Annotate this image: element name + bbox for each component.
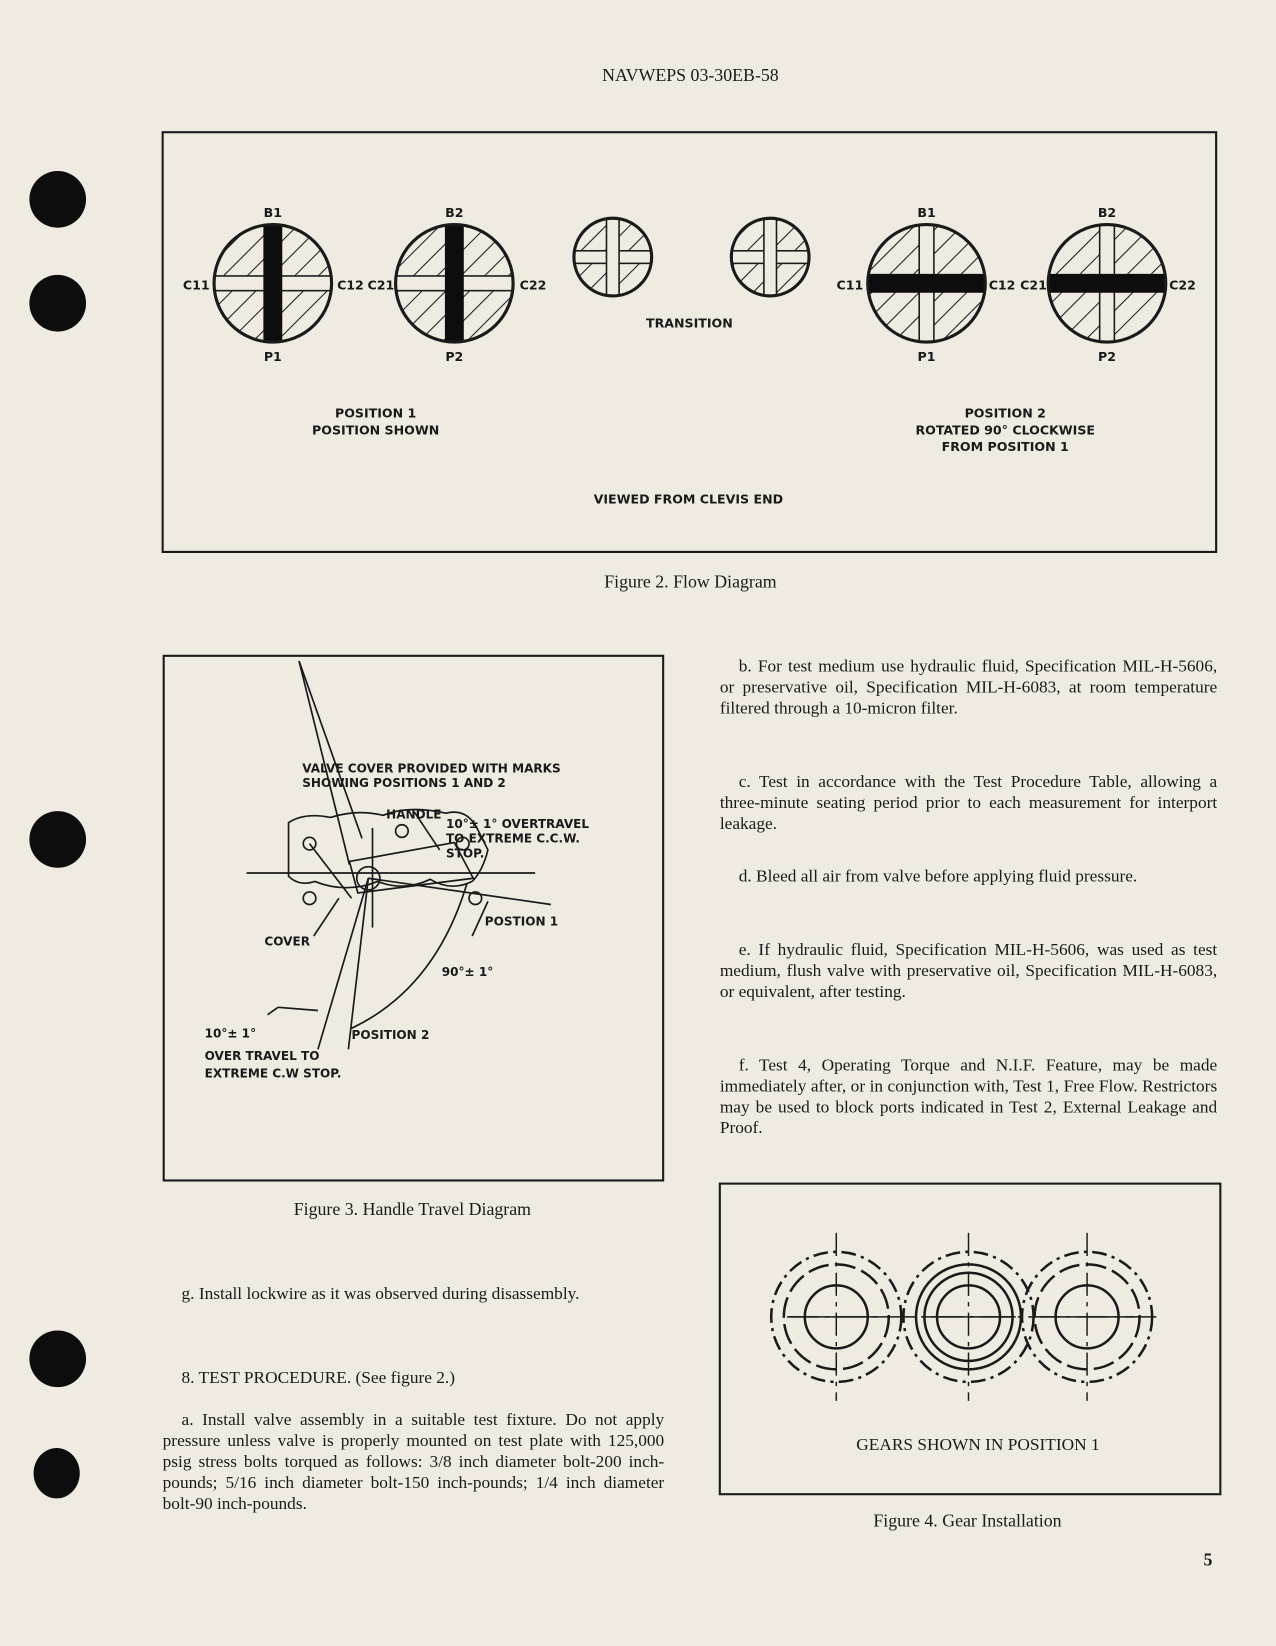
valve-cover-note: SHOWING POSITIONS 1 AND 2 bbox=[302, 775, 506, 790]
cover-label: COVER bbox=[264, 934, 311, 949]
angle-90-label: 90°± 1° bbox=[441, 964, 494, 979]
position-1-label: POSITION 1 bbox=[335, 405, 417, 421]
position-2-note: ROTATED 90° CLOCKWISE bbox=[915, 422, 1096, 438]
figure-3-caption: Figure 3. Handle Travel Diagram bbox=[293, 1199, 532, 1220]
handle-travel-diagram bbox=[163, 655, 665, 1182]
position-2-note: FROM POSITION 1 bbox=[941, 439, 1069, 455]
handle-label: HANDLE bbox=[386, 807, 442, 822]
position-1-note: POSITION SHOWN bbox=[312, 422, 440, 438]
binder-hole bbox=[29, 1331, 86, 1388]
port-label: P1 bbox=[917, 348, 936, 364]
port-label: C11 bbox=[836, 277, 864, 293]
cw-overtravel-note: OVER TRAVEL TO bbox=[204, 1048, 320, 1063]
ccw-overtravel-note: STOP. bbox=[445, 846, 485, 861]
port-label: C11 bbox=[182, 277, 210, 293]
paragraph-f: f. Test 4, Operating Torque and N.I.F. Feature, may be made immediately after, or in conjunction with, Test 1, Free Flow. Restrictors may be used to block ports indicated in Test 2, External Leakage and Proof. bbox=[719, 1054, 1218, 1138]
position-1-label: POSTION 1 bbox=[484, 914, 559, 929]
ccw-overtravel-note: TO EXTREME C.C.W. bbox=[445, 831, 580, 846]
paragraph-d: d. Bleed all air from valve before applying fluid pressure. bbox=[738, 865, 1138, 886]
port-label: B2 bbox=[445, 205, 464, 221]
ccw-overtravel-note: 10°± 1° OVERTRAVEL bbox=[445, 816, 590, 831]
flow-diagram bbox=[0, 0, 1276, 588]
paragraph-g: g. Install lockwire as it was observed during disassembly. bbox=[181, 1283, 580, 1304]
position-2-label: POSITION 2 bbox=[964, 405, 1046, 421]
figure-2-caption: Figure 2. Flow Diagram bbox=[604, 571, 777, 592]
angle-10-label: 10°± 1° bbox=[204, 1026, 257, 1041]
paragraph-b: b. For test medium use hydraulic fluid, Specification MIL-H-5606, or preservative oil, Specification MIL-H-6083, at room temperature filtered through a 10-micron filter. bbox=[719, 655, 1218, 718]
viewed-from-label: VIEWED FROM CLEVIS END bbox=[593, 491, 784, 507]
cw-overtravel-note: EXTREME C.W STOP. bbox=[204, 1066, 342, 1081]
port-label: C12 bbox=[337, 277, 364, 293]
port-label: C21 bbox=[367, 277, 395, 293]
position-2-label: POSITION 2 bbox=[351, 1027, 430, 1042]
paragraph-a: a. Install valve assembly in a suitable test fixture. Do not apply pressure unless valve is properly mounted on test plate with 125,000 psig stress bolts torqued as follows: 3/8 inch diameter bolt-200 inch-pounds; 5/16 inch diameter bolt-150 inch-pounds; 1/4 inch diameter bolt-90 inch-pounds. bbox=[162, 1409, 665, 1514]
port-label: C22 bbox=[519, 277, 547, 293]
port-label: B1 bbox=[263, 205, 282, 221]
port-label: C21 bbox=[1020, 277, 1047, 293]
paragraph-c: c. Test in accordance with the Test Procedure Table, allowing a three-minute seating period prior to each measurement for interport leakage. bbox=[719, 771, 1218, 834]
page-number: 5 bbox=[1203, 1549, 1213, 1570]
valve-cover-note: VALVE COVER PROVIDED WITH MARKS bbox=[302, 761, 561, 776]
binder-hole bbox=[34, 1448, 80, 1498]
paragraph-e: e. If hydraulic fluid, Specification MIL-H-5606, was used as test medium, flush valve with preservative oil, Specification MIL-H-6083, or equivalent, after testing. bbox=[719, 939, 1218, 1002]
figure-4-caption: Figure 4. Gear Installation bbox=[873, 1510, 1062, 1531]
port-label: B1 bbox=[917, 205, 936, 221]
port-label: C22 bbox=[1169, 277, 1196, 293]
port-label: P2 bbox=[445, 348, 464, 364]
port-label: P2 bbox=[1098, 348, 1117, 364]
port-label: C12 bbox=[988, 277, 1016, 293]
gears-position-label: GEARS SHOWN IN POSITION 1 bbox=[856, 1434, 1100, 1455]
document-number-header: NAVWEPS 03-30EB-58 bbox=[602, 65, 779, 85]
port-label: P1 bbox=[263, 348, 282, 364]
transition-label: TRANSITION bbox=[646, 315, 733, 331]
binder-hole bbox=[29, 811, 86, 868]
arc-90 bbox=[352, 884, 467, 1029]
port-label: B2 bbox=[1097, 205, 1117, 221]
section-8-heading: 8. TEST PROCEDURE. (See figure 2.) bbox=[181, 1367, 456, 1388]
